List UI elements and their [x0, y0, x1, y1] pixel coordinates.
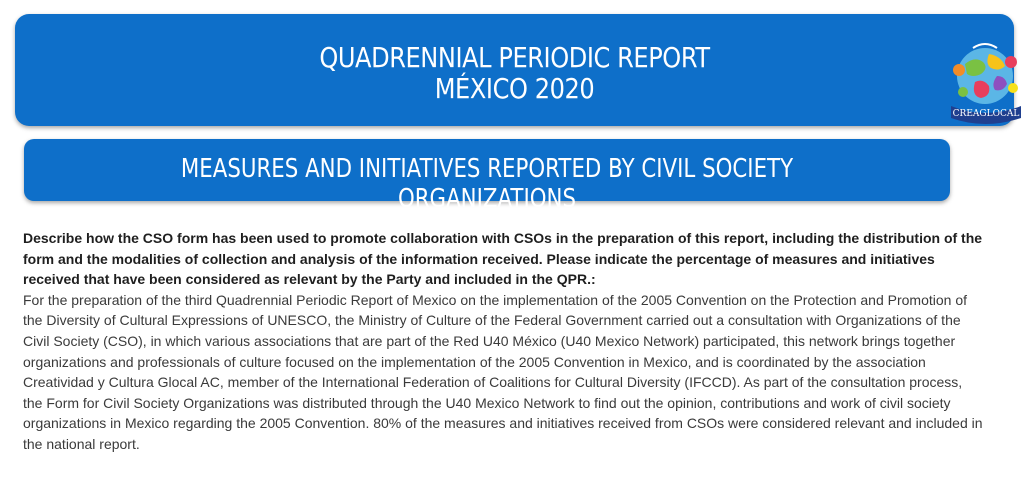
report-title — [85, 42, 944, 104]
creatividad-cultura-glocal-logo — [945, 40, 1024, 128]
answer-text: For the preparation of the third Quadrennial Periodic Report of Mexico on the implementation of the 2005 Convention on the Protection and Promotion of the Diversity of Cultural Expressions of UNESCO, the Ministry of Culture of the Federal Government carried out a consultation with Organizations of the Civil Society (CSO), in which various associations that are part of the Red U40 México (U40 Mexico Network) participated, this network brings together organizations and professionals of culture focused on the implementation of the 2005 Convention in Mexico, and is coordinated by the association Creatividad y Cultura Glocal AC, member of the International Federation of Coalitions for Cultural Diversity (IFCCD). As part of the consultation process, the Form for Civil Society Organizations was distributed through the U40 Mexico Network to find out the opinion, contributions and work of civil society organizations in Mexico regarding the 2005 Convention. 80% of the measures and initiatives received from CSOs were considered relevant and included in the national report. — [23, 291, 983, 452]
report-title-line1: QUADRENNIAL PERIODIC REPORT — [319, 41, 710, 74]
section-banner — [24, 139, 950, 214]
svg-text:CREAGLOCAL: CREAGLOCAL — [952, 109, 1020, 119]
report-content — [23, 228, 985, 455]
section-title: MEASURES AND INITIATIVES REPORTED BY CIVIL SOCIETY ORGANIZATIONS — [180, 154, 794, 214]
header-banner — [15, 14, 1020, 126]
report-title-line2: MÉXICO 2020 — [434, 72, 595, 105]
question-text: Describe how the CSO form has been used to promote collaboration with CSOs in the preparation of this report, including the distribution of the form and the modalities of collection and analysis of the information received. Please indicate the percentage of measures and initiatives received that have been considered as relevant by the Party and included in the QPR.: — [23, 230, 983, 288]
